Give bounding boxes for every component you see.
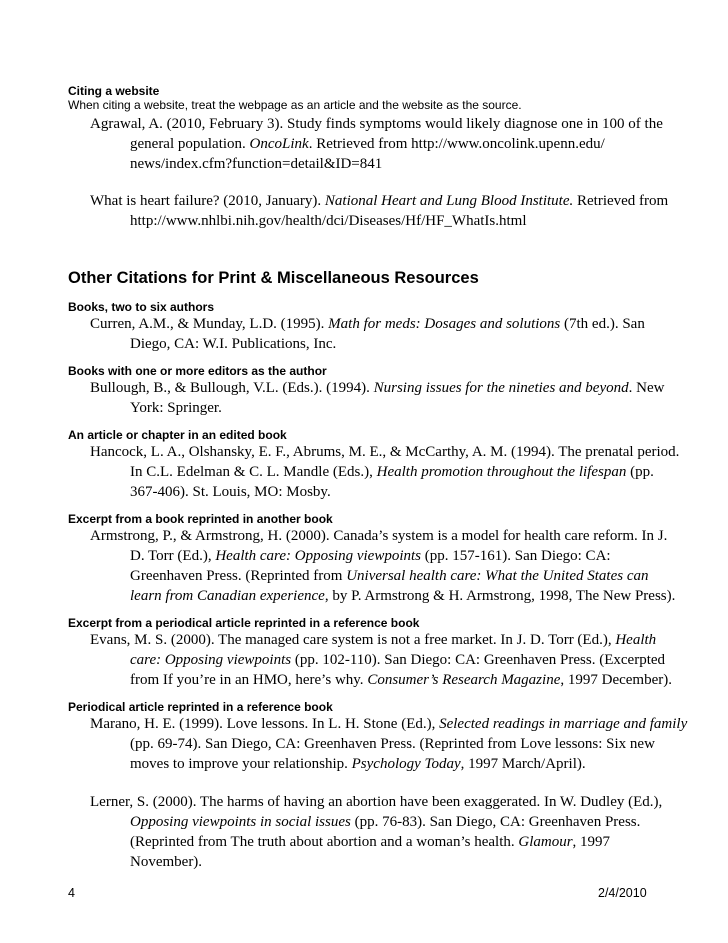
reference-evans: Evans, M. S. (2000). The managed care system is not a free market. In J. D. Torr (Ed.), Health care: Opposing viewpoints (pp. 102-110). San Diego: CA: Greenhaven Press. (Excerpted from If you’re in an HMO, here’s why. Consumer’s Research Magazine, 1997 December).	[90, 632, 672, 688]
heading-excerpt-periodical: Excerpt from a periodical article reprinted in a reference book	[68, 616, 420, 630]
document-page	[68, 84, 688, 872]
reference-hancock: Hancock, L. A., Olshansky, E. F., Abrums, M. E., & McCarthy, A. M. (1994). The prenatal period. In C.L. Edelman & C. L. Mandle (Eds.), Health promotion throughout the lifespan (pp. 367-406). St. Louis, MO: Mosby.	[90, 444, 680, 500]
heading-citing-website: Citing a website	[68, 84, 160, 98]
heading-books-editors: Books with one or more editors as the author	[68, 364, 327, 378]
reference-curren: Curren, A.M., & Munday, L.D. (1995). Math for meds: Dosages and solutions (7th ed.). San Diego, CA: W.I. Publications, Inc.	[90, 316, 645, 352]
heading-excerpt-book: Excerpt from a book reprinted in another book	[68, 512, 333, 526]
reference-bullough: Bullough, B., & Bullough, V.L. (Eds.). (1994). Nursing issues for the nineties and beyond. New York: Springer.	[90, 380, 665, 416]
heading-books-two-six: Books, two to six authors	[68, 300, 215, 314]
reference-heart-failure: What is heart failure? (2010, January). National Heart and Lung Blood Institute. Retrieved from http://www.nhlbi.nih.gov/health/dci/Diseases/Hf/HF_WhatIs.html	[90, 193, 669, 229]
heading-chapter: An article or chapter in an edited book	[68, 428, 287, 442]
heading-periodical-reprint: Periodical article reprinted in a reference book	[68, 700, 333, 714]
reference-lerner: Lerner, S. (2000). The harms of having an abortion have been exaggerated. In W. Dudley (Ed.), Opposing viewpoints in social issues (pp. 76-83). San Diego, CA: Greenhaven Press. (Reprinted from The truth about abortion and a woman’s health. Glamour, 1997 November).	[90, 794, 663, 870]
page-number: 4	[68, 886, 75, 900]
reference-marano: Marano, H. E. (1999). Love lessons. In L. H. Stone (Ed.), Selected readings in marriage and family (pp. 69-74). San Diego, CA: Greenhaven Press. (Reprinted from Love lessons: Six new moves to improve your relationship. Psychology Today, 1997 March/April).	[90, 716, 688, 772]
reference-armstrong: Armstrong, P., & Armstrong, H. (2000). Canada’s system is a model for health care reform. In J. D. Torr (Ed.), Health care: Opposing viewpoints (pp. 157-161). San Diego: CA: Greenhaven Press. (Reprinted from Universal health care: What the United States can learn from Canadian experience, by P. Armstrong & H. Armstrong, 1998, The New Press).	[90, 528, 676, 604]
note-citing-website: When citing a website, treat the webpage as an article and the website as the source.	[68, 98, 522, 112]
section-title: Other Citations for Print & Miscellaneous Resources	[68, 269, 479, 287]
footer-date: 2/4/2010	[598, 886, 647, 900]
reference-agrawal: Agrawal, A. (2010, February 3). Study finds symptoms would likely diagnose one in 100 of the general population. OncoLink. Retrieved from http://www.oncolink.upenn.edu/ news/index.cfm?function=detail&ID=841	[90, 116, 663, 172]
